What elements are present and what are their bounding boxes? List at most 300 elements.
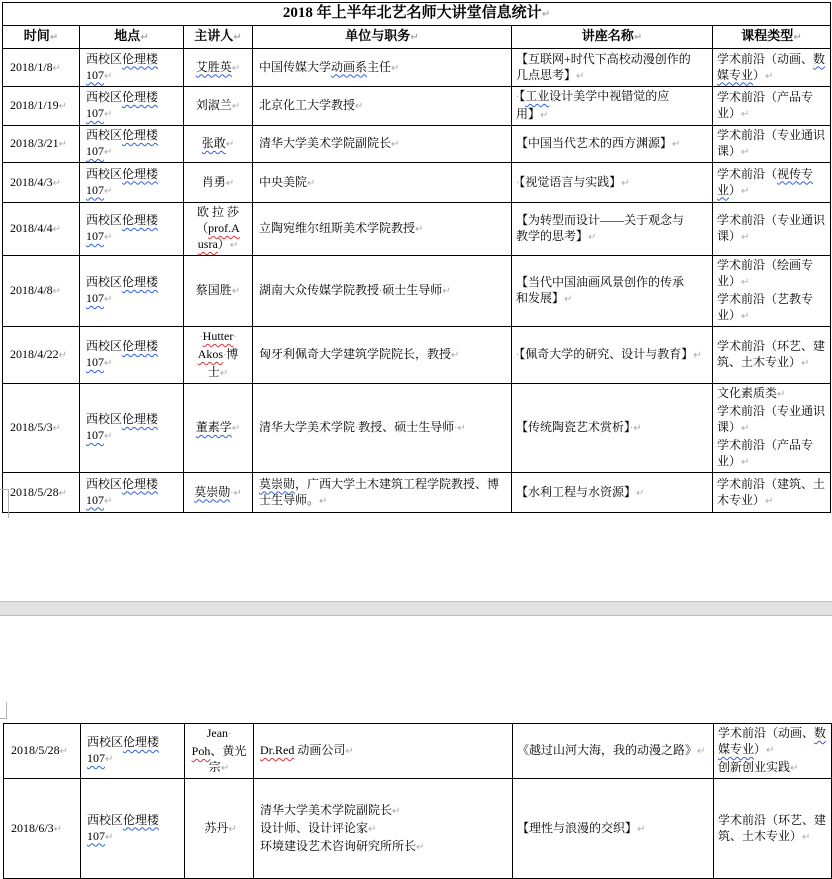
text-line bbox=[717, 212, 828, 228]
text-run: 西校区 bbox=[86, 128, 123, 142]
text-line bbox=[717, 67, 828, 85]
text-line bbox=[10, 484, 75, 502]
text-line bbox=[186, 328, 250, 346]
text-run: 木专业） bbox=[717, 492, 766, 507]
cell-lecture bbox=[512, 49, 713, 87]
text-line bbox=[717, 354, 828, 372]
text-line bbox=[87, 828, 180, 846]
formatting-mark: ↵ bbox=[391, 62, 400, 74]
cell-speaker bbox=[184, 327, 253, 384]
formatting-mark: ↵ bbox=[231, 62, 241, 74]
cell-date bbox=[3, 87, 80, 126]
text-run: 107 bbox=[86, 67, 104, 82]
text-run: 学术前沿（专业通识 bbox=[717, 404, 826, 418]
text-run: 西校区 bbox=[86, 51, 123, 66]
table-row bbox=[3, 163, 831, 203]
column-header-label: 时间 bbox=[23, 28, 50, 43]
formatting-mark: ↵ bbox=[588, 232, 597, 243]
cell-lecture bbox=[513, 779, 714, 879]
text-run: 学术前沿（动画、 bbox=[717, 51, 814, 66]
table-row bbox=[3, 327, 831, 384]
formatting-mark: ↵ bbox=[52, 224, 62, 235]
text-line bbox=[717, 419, 828, 437]
text-run: 学术前沿（产品专 bbox=[717, 90, 814, 104]
text-line bbox=[186, 97, 250, 115]
formatting-mark: · bbox=[201, 823, 205, 835]
formatting-mark: ↵ bbox=[231, 286, 241, 297]
table-row bbox=[3, 49, 831, 87]
formatting-mark: ↵ bbox=[58, 139, 68, 150]
text-run: 2018/3/21 bbox=[10, 136, 59, 150]
text-run: 创新创业实践 bbox=[718, 760, 791, 774]
text-line bbox=[516, 106, 710, 124]
formatting-mark: ↵ bbox=[104, 495, 113, 507]
formatting-mark: ↵ bbox=[392, 805, 401, 817]
text-line bbox=[187, 725, 251, 743]
text-run: 107 bbox=[87, 828, 105, 843]
cell-speaker bbox=[184, 256, 253, 327]
text-run: 业） bbox=[717, 106, 742, 120]
formatting-mark: ↵ bbox=[104, 109, 113, 120]
formatting-mark: ↵ bbox=[228, 823, 237, 835]
text-run: 【 bbox=[519, 89, 526, 103]
text-run: 宗 bbox=[208, 760, 221, 774]
cell-location bbox=[80, 473, 184, 513]
text-run: 学术前沿（产品专 bbox=[717, 438, 814, 452]
text-line bbox=[10, 419, 75, 437]
text-line bbox=[86, 182, 179, 200]
text-line bbox=[259, 174, 507, 192]
cell-lecture bbox=[512, 203, 713, 256]
text-line bbox=[86, 427, 179, 445]
text-run: 媒专业 bbox=[717, 67, 754, 82]
formatting-mark: ↵ bbox=[576, 70, 585, 82]
formatting-mark: ↵ bbox=[802, 831, 811, 843]
text-line bbox=[186, 484, 250, 502]
text-line bbox=[516, 346, 710, 364]
text-line bbox=[717, 143, 828, 161]
text-run: 董素学 bbox=[195, 420, 232, 434]
cell-date bbox=[3, 256, 80, 327]
text-run: 学术前沿（专业通识 bbox=[717, 128, 826, 142]
text-line bbox=[186, 346, 250, 364]
text-run: 西校区 bbox=[86, 90, 123, 104]
text-line bbox=[260, 820, 508, 838]
formatting-mark: · bbox=[630, 423, 634, 434]
text-line bbox=[186, 135, 250, 153]
text-line bbox=[259, 135, 507, 153]
text-line bbox=[717, 476, 828, 492]
text-run: 伦理楼 bbox=[122, 166, 159, 181]
text-line bbox=[718, 759, 829, 777]
text-run: 艾胜英 bbox=[195, 59, 232, 74]
cell-location bbox=[80, 87, 184, 126]
text-run: Akos bbox=[197, 347, 224, 361]
text-run: 西校区 bbox=[86, 213, 123, 227]
paragraph-mark: ↵ bbox=[541, 9, 551, 20]
cell-speaker bbox=[185, 724, 254, 779]
text-run: 107 bbox=[87, 751, 105, 765]
text-run: 数 bbox=[813, 51, 826, 66]
formatting-mark: ↵ bbox=[104, 147, 113, 158]
cell-lecture bbox=[512, 256, 713, 327]
text-line bbox=[516, 228, 710, 246]
text-run: 学术前沿（绘画专 bbox=[717, 258, 814, 272]
cell-type bbox=[713, 384, 831, 473]
text-line bbox=[87, 750, 180, 768]
text-run: 张敢 bbox=[201, 136, 226, 150]
formatting-mark: ↵ bbox=[416, 841, 425, 853]
text-line bbox=[86, 411, 179, 427]
text-run: 伦理楼 bbox=[122, 128, 159, 142]
formatting-mark: ↵ bbox=[225, 139, 235, 150]
text-line bbox=[86, 212, 179, 228]
formatting-mark: · bbox=[223, 350, 227, 361]
formatting-mark: ↵ bbox=[319, 495, 328, 507]
text-run: 设计美学中视错觉的应 bbox=[549, 89, 670, 103]
text-run: 学术前沿（动画、 bbox=[718, 726, 815, 740]
text-run: 2018/1/8 bbox=[10, 59, 53, 74]
cell-date bbox=[3, 126, 80, 163]
formatting-mark: ↵ bbox=[636, 487, 645, 499]
table-row bbox=[3, 203, 831, 256]
formatting-mark: ↵ bbox=[105, 831, 114, 843]
text-line bbox=[516, 274, 710, 290]
cell-unit bbox=[253, 203, 512, 256]
text-run: 中国传媒大学 bbox=[259, 59, 332, 74]
formatting-mark: ↵ bbox=[741, 423, 750, 434]
title-cell bbox=[3, 3, 831, 26]
text-run: 肖勇 bbox=[201, 174, 226, 189]
text-run: 设计师、设计评论家 bbox=[260, 820, 369, 835]
text-run: 2018/5/3 bbox=[10, 420, 53, 434]
paragraph-mark: ↵ bbox=[793, 32, 802, 43]
text-line bbox=[186, 204, 250, 220]
cell-speaker bbox=[184, 87, 253, 126]
formatting-mark: ↵ bbox=[225, 177, 235, 189]
text-run: 士 bbox=[207, 365, 220, 379]
text-run: 视传专 bbox=[777, 166, 814, 181]
text-run: ） bbox=[217, 237, 230, 251]
text-line bbox=[717, 492, 828, 510]
text-run: 【中国当代艺术的西方渊源】 bbox=[516, 136, 673, 150]
text-run: 西校区 bbox=[86, 412, 123, 426]
formatting-mark: ↵ bbox=[53, 823, 63, 835]
text-line bbox=[186, 282, 250, 300]
text-run: 几点思考】 bbox=[516, 67, 577, 82]
cell-type bbox=[713, 327, 831, 384]
text-run: 107 bbox=[86, 182, 104, 197]
formatting-mark: · bbox=[199, 332, 203, 343]
paragraph-mark: ↵ bbox=[410, 32, 419, 43]
text-line bbox=[259, 97, 507, 115]
text-run: 立陶宛维尔纽斯美术学院教授 bbox=[259, 221, 416, 235]
cell-location bbox=[80, 256, 184, 327]
text-line bbox=[718, 812, 829, 828]
text-run: 学术前沿（建筑、土 bbox=[717, 476, 826, 491]
formatting-mark: ↵ bbox=[105, 754, 114, 765]
text-run: 蔡国胜 bbox=[195, 283, 232, 297]
text-run: prof.A bbox=[208, 221, 240, 235]
text-run: 伦理楼 bbox=[123, 812, 160, 827]
text-run: 媒专业 bbox=[718, 742, 755, 756]
text-run: 业 bbox=[717, 182, 730, 197]
text-line bbox=[717, 385, 828, 403]
formatting-mark: ↵ bbox=[741, 147, 750, 158]
text-run: 筑、土木专业） bbox=[717, 355, 802, 369]
text-run: 【佩奇大学的研究、设计与教育】 bbox=[519, 347, 694, 361]
text-run: 教授、硕士生导师 bbox=[358, 420, 455, 434]
text-line bbox=[10, 282, 75, 300]
table-row bbox=[3, 256, 831, 327]
formatting-mark: · bbox=[516, 92, 520, 103]
formatting-mark: ↵ bbox=[104, 294, 113, 305]
text-run: 博 bbox=[226, 347, 239, 361]
text-line bbox=[187, 759, 251, 777]
text-line bbox=[86, 127, 179, 143]
text-run: 伦理楼 bbox=[123, 735, 160, 749]
text-run: 动画公司 bbox=[294, 743, 346, 757]
formatting-mark: ↵ bbox=[59, 746, 69, 757]
text-run: 伦理楼 bbox=[122, 90, 159, 104]
cell-date bbox=[3, 163, 80, 203]
formatting-mark: · bbox=[230, 487, 234, 499]
text-run: 学术前沿（环艺、建 bbox=[717, 339, 826, 353]
cell-date bbox=[3, 384, 80, 473]
text-line bbox=[87, 734, 180, 750]
formatting-mark: ↵ bbox=[765, 495, 774, 507]
text-run: 教学的思考】 bbox=[516, 229, 589, 243]
formatting-mark: ↵ bbox=[345, 746, 354, 757]
text-run: 业） bbox=[717, 308, 742, 322]
formatting-mark: ↵ bbox=[52, 286, 62, 297]
text-run: 【互联网+时代下高校动漫创作的 bbox=[516, 51, 691, 66]
cell-speaker bbox=[184, 384, 253, 473]
text-line bbox=[516, 484, 710, 502]
text-run: 2018/5/28 bbox=[10, 484, 59, 499]
text-run: 硕士生导师 bbox=[382, 283, 443, 297]
cell-speaker bbox=[184, 473, 253, 513]
formatting-mark: ↵ bbox=[219, 368, 229, 379]
text-line bbox=[717, 257, 828, 273]
column-header-label: 讲座名称 bbox=[581, 28, 634, 43]
text-run: 107 bbox=[86, 229, 104, 243]
cell-speaker bbox=[184, 163, 253, 203]
formatting-mark: ↵ bbox=[621, 177, 630, 189]
text-run: 清华大学美术学院副院长 bbox=[259, 136, 392, 150]
text-run: 苏丹 bbox=[204, 820, 229, 835]
text-line bbox=[10, 97, 75, 115]
cell-lecture bbox=[512, 163, 713, 203]
cell-unit bbox=[253, 126, 512, 163]
text-line bbox=[717, 166, 828, 182]
text-run: 筑、土木专业） bbox=[718, 828, 803, 843]
formatting-mark: ↵ bbox=[229, 240, 239, 251]
formatting-mark: ↵ bbox=[697, 746, 706, 757]
formatting-mark: · bbox=[233, 332, 237, 343]
text-run: 清华大学美术学院 bbox=[259, 420, 356, 434]
cell-date bbox=[3, 203, 80, 256]
column-header-speaker bbox=[184, 26, 253, 49]
text-run: 2018/4/22 bbox=[10, 347, 59, 361]
cell-speaker bbox=[184, 126, 253, 163]
text-run: 伦理楼 bbox=[122, 476, 159, 491]
text-line bbox=[259, 492, 507, 510]
table-row bbox=[3, 126, 831, 163]
text-run: 环境建设艺术咨询研究所所长 bbox=[260, 838, 417, 853]
cell-lecture bbox=[512, 126, 713, 163]
cell-lecture bbox=[512, 87, 713, 126]
text-run: 工业 bbox=[525, 89, 550, 103]
text-line bbox=[187, 743, 251, 759]
formatting-mark: ↵ bbox=[58, 101, 68, 112]
column-header-label: 课程类型 bbox=[741, 28, 794, 43]
text-run: 士生导师。 bbox=[259, 492, 320, 507]
text-line bbox=[717, 182, 828, 200]
paragraph-mark: ↵ bbox=[233, 32, 242, 43]
text-line bbox=[86, 476, 179, 492]
cell-unit bbox=[253, 49, 512, 87]
text-run: 107 bbox=[86, 355, 104, 369]
formatting-mark: ↵ bbox=[104, 70, 113, 82]
text-run: ，广西大学土木建筑工程学院教授、博 bbox=[295, 476, 500, 491]
cell-location bbox=[80, 203, 184, 256]
text-line bbox=[10, 220, 75, 238]
formatting-mark: ↵ bbox=[104, 232, 113, 243]
cell-type bbox=[713, 473, 831, 513]
cell-speaker bbox=[184, 49, 253, 87]
text-line bbox=[516, 67, 710, 85]
cell-type bbox=[713, 203, 831, 256]
text-line bbox=[10, 346, 75, 364]
text-line bbox=[86, 67, 179, 85]
column-header-lecture bbox=[512, 26, 713, 49]
column-header-type bbox=[713, 26, 831, 49]
cell-unit bbox=[254, 779, 513, 879]
text-line bbox=[86, 89, 179, 105]
text-run: 【传统陶瓷艺术赏析】 bbox=[516, 420, 631, 434]
table-row bbox=[4, 724, 832, 779]
column-header-location bbox=[80, 26, 184, 49]
formatting-mark: ↵ bbox=[58, 487, 68, 499]
text-line bbox=[86, 51, 179, 67]
text-line bbox=[717, 437, 828, 453]
text-run: Jean bbox=[206, 726, 229, 740]
cell-type bbox=[713, 256, 831, 327]
text-run: 2018/6/3 bbox=[11, 820, 54, 835]
formatting-mark: ↵ bbox=[104, 358, 113, 369]
text-run: 《越过山河大海，我的动漫之路》 bbox=[517, 743, 698, 757]
paragraph-mark: ↵ bbox=[49, 32, 59, 43]
formatting-mark: ↵ bbox=[672, 139, 681, 150]
cell-location bbox=[80, 163, 184, 203]
text-run: 107 bbox=[86, 492, 104, 507]
formatting-mark: ↵ bbox=[355, 101, 364, 112]
formatting-mark: ↵ bbox=[233, 487, 242, 499]
text-run: 伦理楼 bbox=[122, 51, 159, 66]
text-run: 业） bbox=[717, 274, 742, 288]
text-run: 、黄光 bbox=[210, 744, 247, 758]
cell-unit bbox=[253, 256, 512, 327]
text-line bbox=[516, 419, 710, 437]
text-line bbox=[516, 290, 710, 308]
text-run: 107 bbox=[86, 144, 104, 158]
formatting-mark: ↵ bbox=[766, 745, 775, 756]
column-header-unit bbox=[253, 26, 512, 49]
formatting-mark: ↵ bbox=[368, 823, 377, 835]
cell-lecture bbox=[512, 327, 713, 384]
text-run: 西校区 bbox=[86, 166, 123, 181]
text-run: Hutter bbox=[202, 329, 234, 343]
formatting-mark: ↵ bbox=[801, 358, 810, 369]
text-run: 2018/4/3 bbox=[10, 174, 53, 189]
text-run: 学术前沿（环艺、建 bbox=[718, 812, 827, 827]
title-row bbox=[3, 3, 831, 26]
formatting-mark: · bbox=[379, 286, 383, 297]
text-line bbox=[516, 212, 710, 228]
cell-location bbox=[81, 724, 185, 779]
formatting-mark: · bbox=[516, 350, 520, 361]
cell-unit bbox=[253, 163, 512, 203]
text-line bbox=[86, 274, 179, 290]
text-line bbox=[260, 742, 508, 760]
text-run: 西校区 bbox=[86, 476, 123, 491]
cell-date bbox=[3, 473, 80, 513]
table-row bbox=[4, 779, 832, 879]
text-run: （ bbox=[196, 221, 209, 235]
text-line bbox=[517, 742, 711, 760]
text-line bbox=[717, 453, 828, 471]
text-line bbox=[259, 59, 507, 77]
cell-lecture bbox=[512, 473, 713, 513]
formatting-mark: ↵ bbox=[52, 177, 62, 189]
text-run: 课） bbox=[717, 144, 742, 158]
cell-lecture bbox=[513, 724, 714, 779]
cell-location bbox=[80, 49, 184, 87]
text-run: 主任 bbox=[367, 59, 392, 74]
formatting-mark: ↵ bbox=[231, 423, 241, 434]
cell-date bbox=[3, 49, 80, 87]
column-header-label: 主讲人 bbox=[194, 28, 234, 43]
text-line bbox=[86, 290, 179, 308]
text-run: 2018/5/28 bbox=[11, 743, 60, 757]
column-header-label: 单位与职务 bbox=[345, 28, 411, 43]
text-run: 清华大学美术学院副院长 bbox=[260, 802, 393, 817]
text-run: 伦理楼 bbox=[122, 339, 159, 353]
formatting-mark: ↵ bbox=[104, 185, 113, 197]
formatting-mark: ↵ bbox=[564, 294, 573, 305]
text-line bbox=[260, 802, 508, 820]
formatting-mark: ↵ bbox=[741, 277, 750, 288]
text-line bbox=[10, 135, 75, 153]
text-line bbox=[516, 88, 710, 106]
column-header-label: 地点 bbox=[114, 28, 141, 43]
text-line bbox=[516, 174, 710, 192]
formatting-mark: · bbox=[355, 423, 359, 434]
text-run: 北京化工大学教授 bbox=[259, 98, 356, 112]
text-line bbox=[186, 364, 250, 382]
formatting-mark: ↵ bbox=[765, 70, 774, 82]
text-line bbox=[717, 403, 828, 419]
cell-unit bbox=[253, 327, 512, 384]
cell-type bbox=[714, 724, 832, 779]
cell-date bbox=[4, 724, 81, 779]
formatting-mark: ↵ bbox=[637, 823, 646, 835]
text-run: 【当代中国油画风景创作的传承 bbox=[516, 275, 685, 289]
text-run: 【理性与浪漫的交织】 bbox=[517, 820, 638, 835]
cell-unit bbox=[253, 473, 512, 513]
text-line bbox=[717, 51, 828, 67]
